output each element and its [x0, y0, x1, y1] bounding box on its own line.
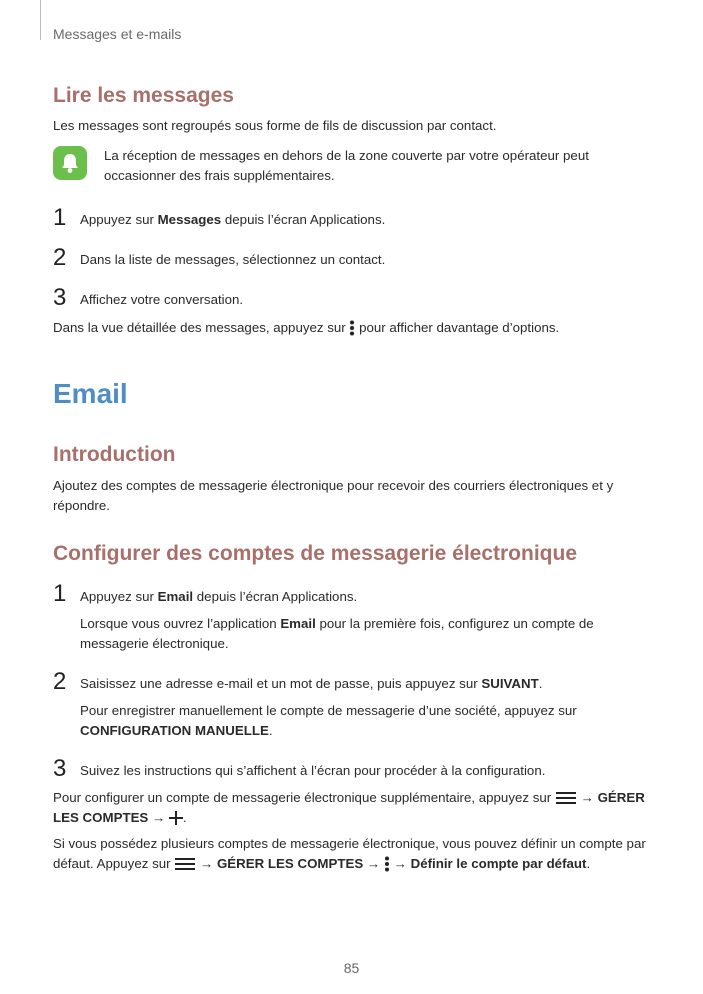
manage-accounts-label: GÉRER LES COMPTES: [53, 790, 645, 825]
more-options-icon: [349, 320, 355, 336]
step-text-part: Saisissez une adresse e-mail et un mot de passe, puis appuyez sur: [80, 676, 482, 691]
arrow-text: →: [363, 856, 384, 871]
step-number: 1: [53, 204, 67, 231]
end-text: .: [586, 856, 591, 871]
email-title: Email: [53, 378, 128, 409]
page-number: 85: [343, 960, 360, 976]
bell-icon: [53, 146, 87, 180]
menu-icon: [555, 791, 577, 805]
set-default-label: Définir le compte par défaut: [410, 856, 587, 871]
step-subtext-part: .: [268, 723, 273, 738]
step-text-part: .: [538, 676, 543, 691]
note-text: La réception de messages en dehors de la zone couverte par votre opérateur peut occasionner des frais supplémentaires.: [104, 148, 589, 183]
step-number: 1: [53, 580, 67, 607]
step-text: Suivez les instructions qui s’affichent à l’écran pour procéder à la configuration.: [80, 763, 546, 778]
step-subtext-part: pour la première fois, configurez un compte de messagerie électronique.: [80, 616, 594, 651]
step-text-part: depuis l’écran Applications.: [221, 212, 386, 227]
step-subtext-bold: Email: [280, 616, 316, 631]
step-number: 3: [53, 284, 67, 311]
step-subtext-part: Pour enregistrer manuellement le compte de messagerie d’une société, appuyez sur: [80, 703, 577, 718]
step-subtext-part: Lorsque vous ouvrez l’application: [80, 616, 281, 631]
step-text-bold: Messages: [157, 212, 222, 227]
step-number: 2: [53, 244, 67, 271]
plus-icon: [169, 811, 183, 825]
arrow-text: →: [196, 856, 217, 871]
step-text-bold: SUIVANT: [481, 676, 539, 691]
step-text-part: depuis l’écran Applications.: [193, 589, 358, 604]
step-text: Affichez votre conversation.: [80, 292, 244, 307]
introduction-heading: Introduction: [53, 443, 176, 466]
default-account-pre: Si vous possédez plusieurs comptes de messagerie électronique, vous pouvez définir un compte par défaut. Appuyez sur: [53, 836, 646, 871]
detail-text-post: pour afficher davantage d’options.: [359, 320, 560, 335]
running-header: Messages et e-mails: [53, 26, 182, 42]
step-text: [80, 674, 680, 694]
step-number: 2: [53, 668, 67, 695]
detail-text-pre: Dans la vue détaillée des messages, appuyez sur: [53, 320, 346, 335]
menu-icon: [174, 857, 196, 871]
step-text: Dans la liste de messages, sélectionnez un contact.: [80, 252, 386, 267]
arrow-text: →: [389, 856, 411, 871]
header-rule: [40, 0, 41, 40]
step-number: 3: [53, 755, 67, 782]
configure-accounts-heading: Configurer des comptes de messagerie électronique: [53, 542, 577, 565]
arrow-text: →: [148, 810, 169, 825]
step-text-part: Appuyez sur: [80, 589, 158, 604]
step-text: [80, 210, 680, 230]
manage-accounts-label: GÉRER LES COMPTES: [216, 856, 364, 871]
step-subtext-bold: CONFIGURATION MANUELLE: [80, 723, 269, 738]
add-account-pre: Pour configurer un compte de messagerie électronique supplémentaire, appuyez sur: [53, 790, 552, 805]
end-text: .: [183, 810, 187, 825]
add-account-text: [53, 788, 653, 828]
read-messages-intro: Les messages sont regroupés sous forme de fils de discussion par contact.: [53, 118, 497, 133]
step-text: [80, 587, 680, 607]
step-text-part: Appuyez sur: [80, 212, 158, 227]
step-text-bold: Email: [157, 589, 194, 604]
read-messages-heading: Lire les messages: [53, 84, 234, 107]
step-subtext: [80, 614, 610, 654]
detail-view-text: [53, 318, 693, 338]
default-account-text: [53, 834, 653, 874]
arrow-text: →: [576, 790, 598, 805]
introduction-text: Ajoutez des comptes de messagerie électronique pour recevoir des courriers électroniques et y répondre.: [53, 478, 614, 513]
step-subtext: [80, 701, 600, 741]
